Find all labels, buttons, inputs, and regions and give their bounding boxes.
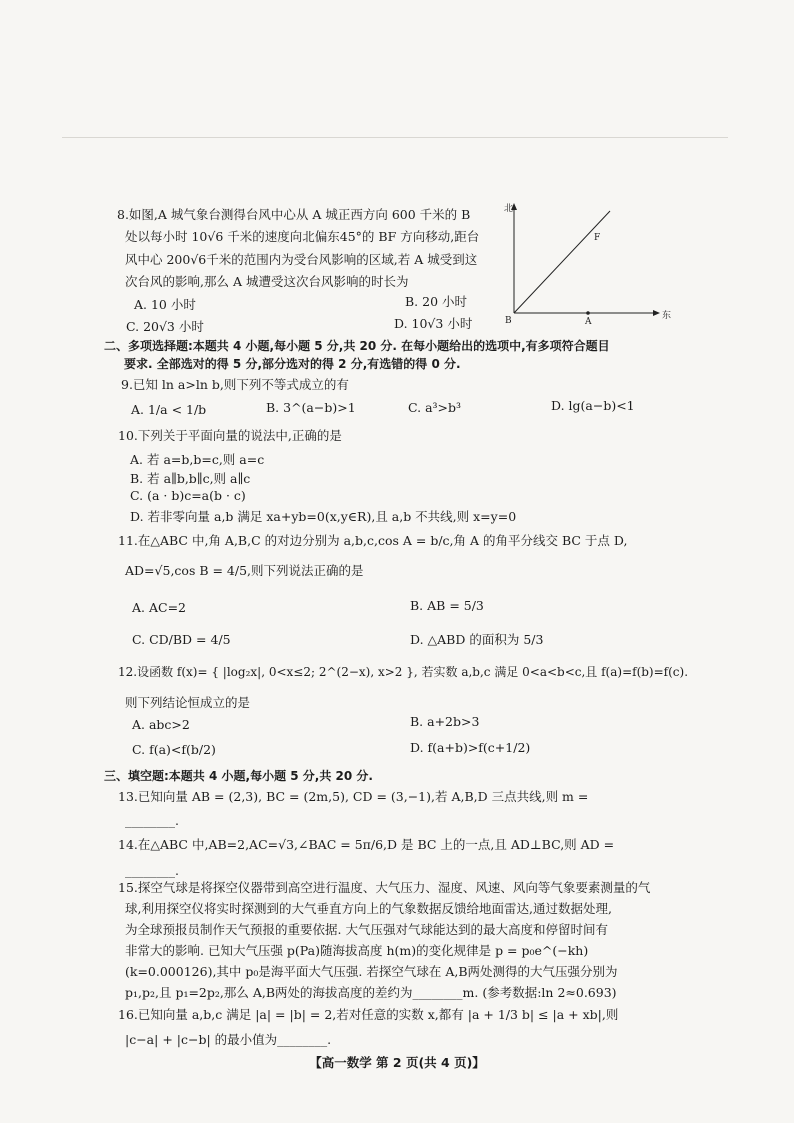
q8-line4: 次台风的影响,那么 A 城遭受这次台风影响的时长为 — [125, 274, 409, 289]
q8-option-c: C. 20√3 小时 — [126, 319, 204, 334]
q8-line3: 风中心 200√6千米的范围内为受台风影响的区域,若 A 城受到这 — [125, 252, 478, 267]
q15-line5: (k=0.000126),其中 p₀是海平面大气压强. 若探空气球在 A,B两处测得的大气压强分别为 — [125, 964, 618, 979]
q15-line6: p₁,p₂,且 p₁=2p₂,那么 A,B两处的海拔高度的差约为________m. (参考数据:ln 2≈0.693) — [125, 985, 617, 1000]
q12-option-a: A. abc>2 — [132, 717, 190, 732]
q10-option-d: D. 若非零向量 a,b 满足 xa+yb=0(x,y∈R),且 a,b 不共线,则 x=y=0 — [130, 509, 517, 524]
q9-option-a: A. 1/a < 1/b — [131, 402, 207, 417]
q8-option-b: B. 20 小时 — [405, 294, 468, 309]
bf-path-line — [514, 211, 610, 313]
q12-option-d: D. f(a+b)>f(c+1/2) — [410, 740, 531, 755]
north-label: 北 — [504, 204, 514, 214]
page-footer: 【高一数学 第 2 页(共 4 页)】 — [309, 1055, 485, 1070]
q15-line2: 球,利用探空仪将实时探测到的大气垂直方向上的气象数据反馈给地面雷达,通过数据处理, — [125, 901, 612, 916]
point-a-label: A — [585, 317, 592, 327]
q11-option-b: B. AB = 5/3 — [410, 598, 484, 613]
point-b-label: B — [505, 316, 512, 326]
east-arrow-icon — [653, 310, 660, 316]
q10-stem: 10.下列关于平面向量的说法中,正确的是 — [118, 428, 342, 443]
east-label: 东 — [662, 311, 672, 321]
q15-line1: 15.探空气球是将探空仪器带到高空进行温度、大气压力、湿度、风速、风向等气象要素测量的气 — [118, 880, 651, 895]
q11-line2: AD=√5,cos B = 4/5,则下列说法正确的是 — [125, 563, 364, 578]
q15-line3: 为全球预报员制作天气预报的重要依据. 大气压强对气球能达到的最大高度和停留时间有 — [125, 922, 608, 937]
q8-option-a: A. 10 小时 — [134, 297, 196, 312]
q8-line2: 处以每小时 10√6 千米的速度向北偏东45°的 BF 方向移动,距台 — [125, 229, 480, 244]
q9-stem: 9.已知 ln a>ln b,则下列不等式成立的有 — [121, 377, 349, 392]
q11-option-c: C. CD/BD = 4/5 — [132, 632, 231, 647]
q11-option-a: A. AC=2 — [132, 600, 186, 615]
q14-line1: 14.在△ABC 中,AB=2,AC=√3,∠BAC = 5π/6,D 是 BC 上的一点,且 AD⊥BC,则 AD = — [118, 837, 615, 852]
section3-heading: 三、填空题:本题共 4 小题,每小题 5 分,共 20 分. — [104, 769, 373, 783]
point-f-label: F — [594, 233, 601, 243]
q10-option-c: C. (a · b)c=a(b · c) — [130, 488, 246, 503]
q14-answer-blank: ________. — [125, 863, 179, 878]
q12-option-c: C. f(a)<f(b/2) — [132, 742, 216, 757]
q16-line1: 16.已知向量 a,b,c 满足 |a| = |b| = 2,若对任意的实数 x,都有 |a + 1/3 b| ≤ |a + xb|,则 — [118, 1007, 619, 1022]
typhoon-diagram — [496, 199, 672, 327]
q9-option-c: C. a³>b³ — [408, 400, 462, 415]
q10-option-a: A. 若 a=b,b=c,则 a=c — [130, 452, 265, 467]
q16-line2: |c−a| + |c−b| 的最小值为________. — [125, 1032, 332, 1047]
point-a-dot — [586, 311, 590, 315]
q9-option-d: D. lg(a−b)<1 — [551, 398, 635, 413]
section2-instructions: 要求. 全部选对的得 5 分,部分选对的得 2 分,有选错的得 0 分. — [124, 357, 461, 371]
q11-option-d: D. △ABD 的面积为 5/3 — [410, 632, 544, 647]
q10-option-b: B. 若 a∥b,b∥c,则 a∥c — [130, 471, 251, 486]
page-top-rule — [62, 137, 728, 138]
q11-line1: 11.在△ABC 中,角 A,B,C 的对边分别为 a,b,c,cos A = b/c,角 A 的角平分线交 BC 于点 D, — [118, 533, 628, 548]
q13-line1: 13.已知向量 AB = (2,3), BC = (2m,5), CD = (3,−1),若 A,B,D 三点共线,则 m = — [118, 789, 589, 804]
q15-line4: 非常大的影响. 已知大气压强 p(Pa)随海拔高度 h(m)的变化规律是 p = p₀e^(−kh) — [125, 943, 589, 958]
q9-option-b: B. 3^(a−b)>1 — [266, 400, 356, 415]
q12-option-b: B. a+2b>3 — [410, 714, 480, 729]
q12-line2: 则下列结论恒成立的是 — [125, 695, 251, 710]
section2-heading: 二、多项选择题:本题共 4 小题,每小题 5 分,共 20 分. 在每小题给出的选项中,有多项符合题目 — [104, 339, 610, 353]
q8-line1: 8.如图,A 城气象台测得台风中心从 A 城正西方向 600 千米的 B — [117, 207, 471, 222]
q8-option-d: D. 10√3 小时 — [394, 316, 473, 331]
q12-line1: 12.设函数 f(x)= { |log₂x|, 0<x≤2; 2^(2−x), x>2 }, 若实数 a,b,c 满足 0<a<b<c,且 f(a)=f(b)=f(c). — [118, 665, 689, 679]
q13-answer-blank: ________. — [125, 813, 179, 828]
